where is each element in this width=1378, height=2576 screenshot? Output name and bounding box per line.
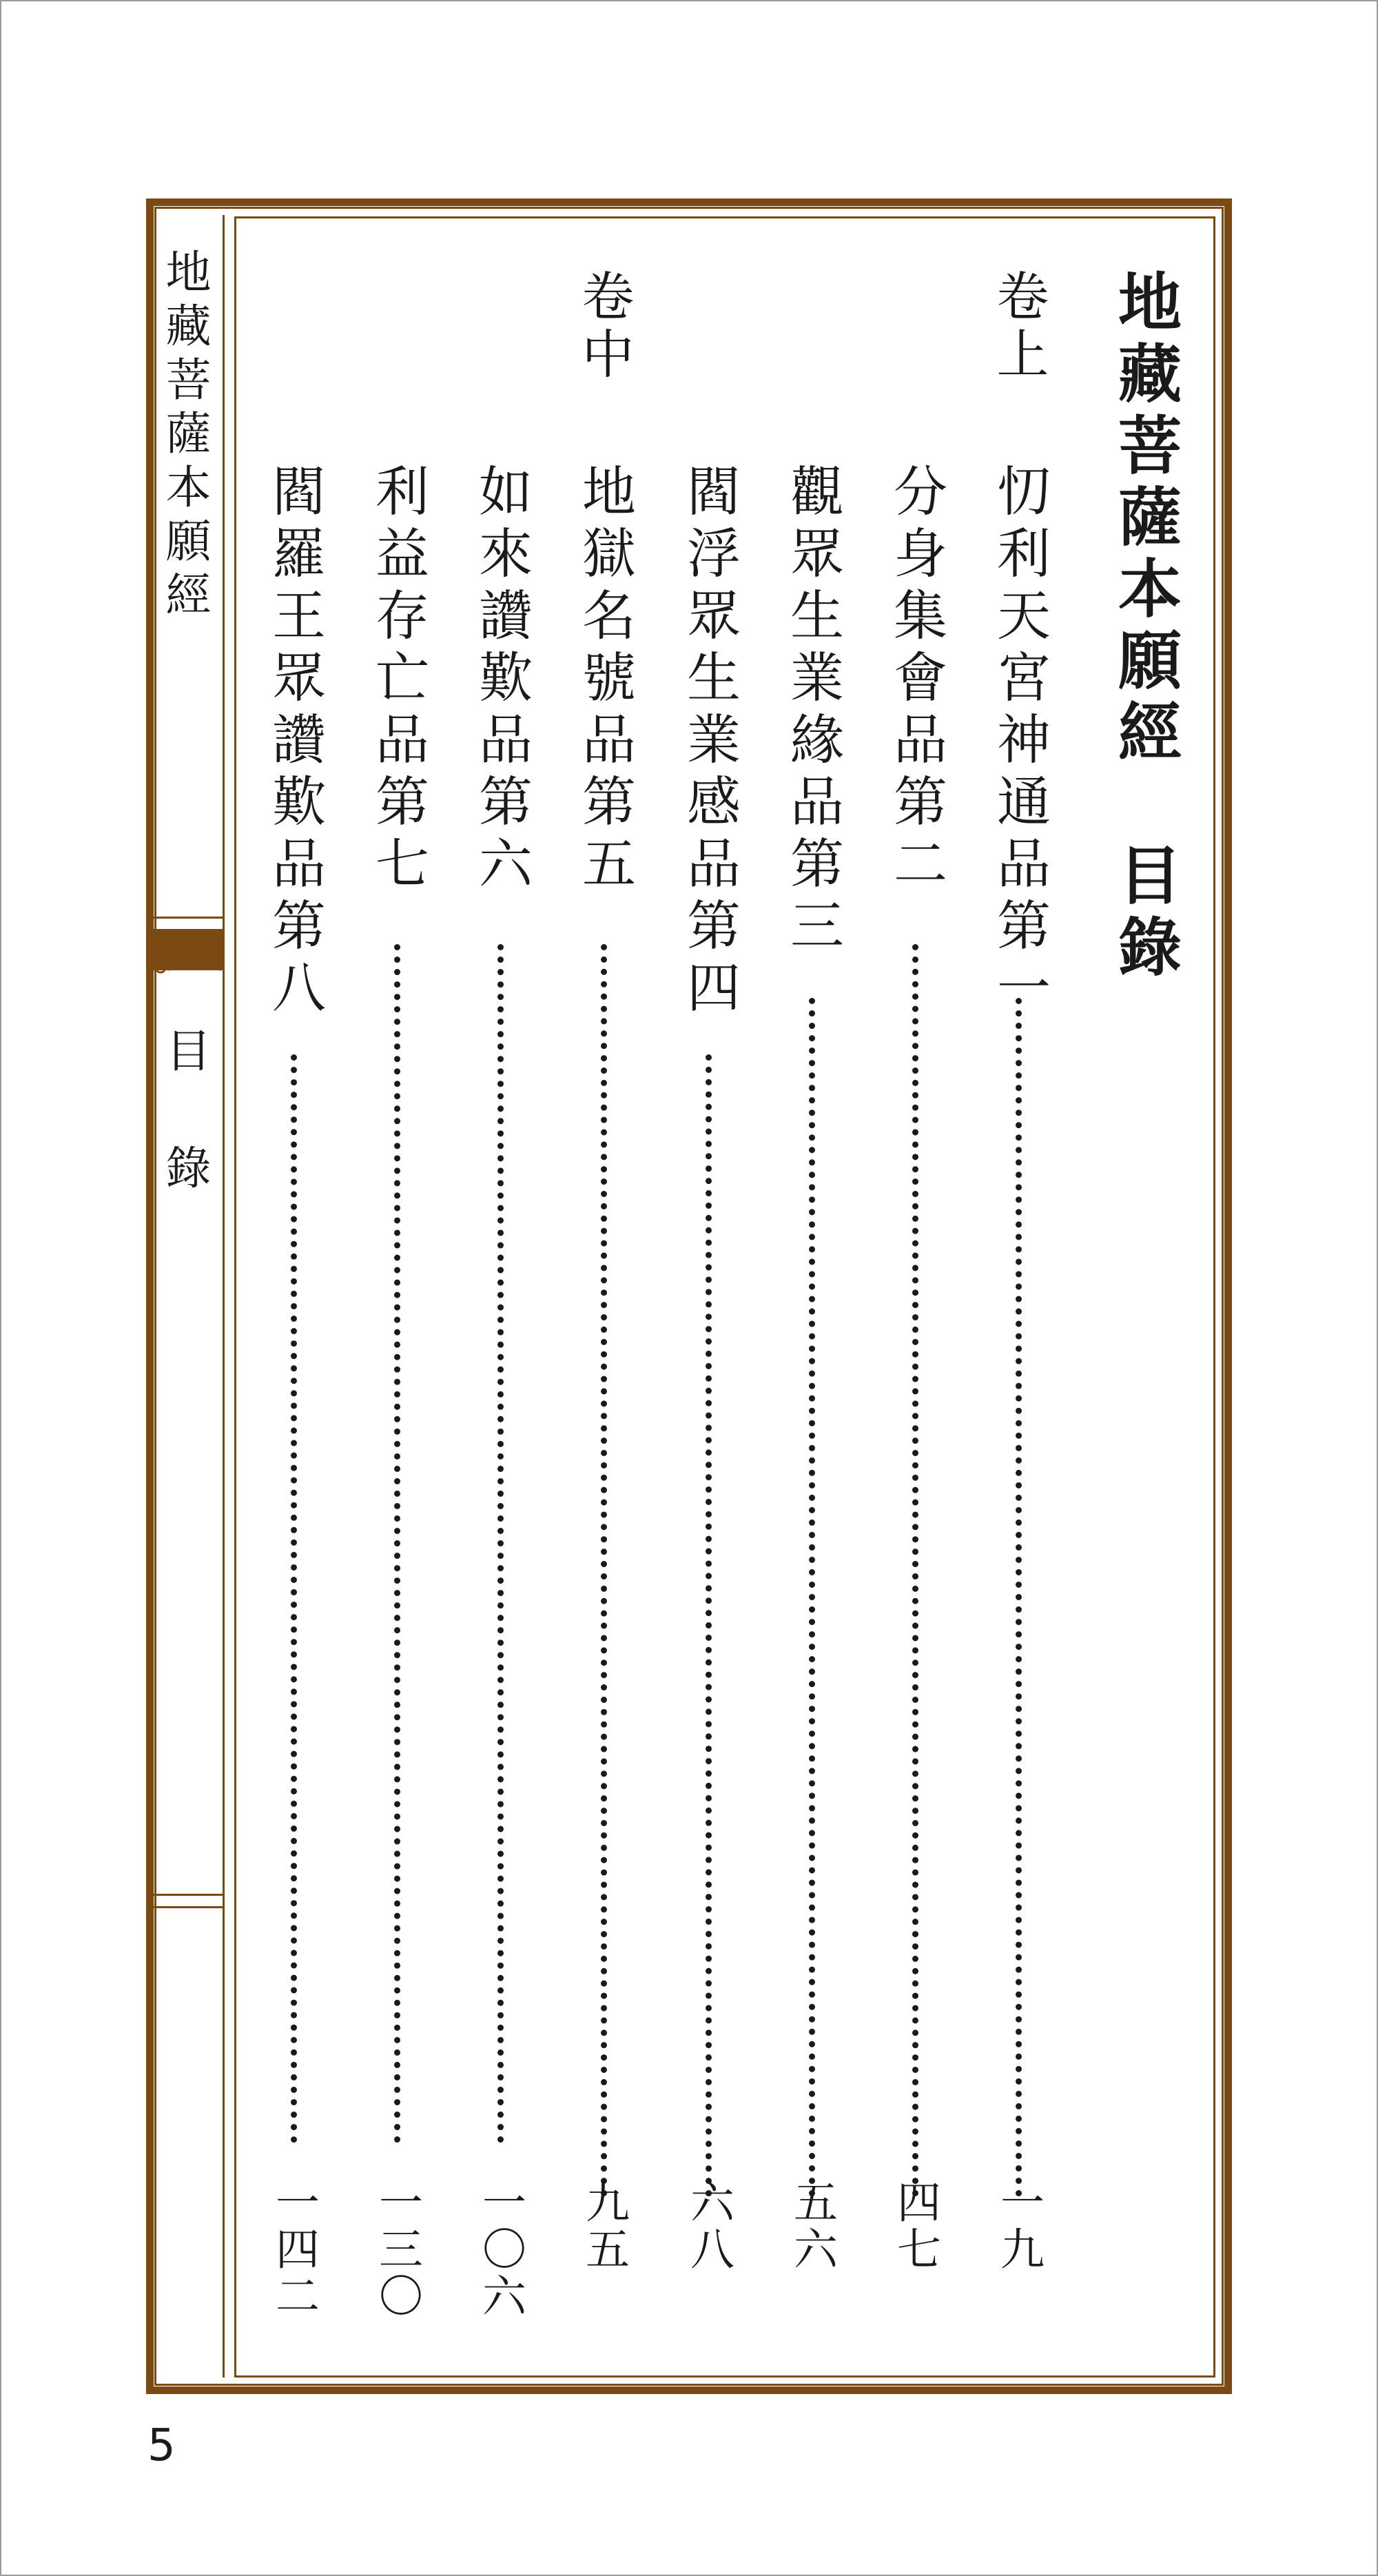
toc-entry-title[interactable]: 忉利天宮神通品第一 [988, 463, 1050, 1021]
spine-title: 地藏菩薩本願經 [158, 248, 211, 624]
page-number: 5 [147, 2420, 176, 2471]
toc-entry-page: 四七 [889, 2179, 940, 2273]
toc-entry-page: 六八 [683, 2179, 734, 2273]
toc-entry-page: 九五 [578, 2179, 629, 2273]
toc-entry-title[interactable]: 閻羅王眾讚歎品第八 [263, 463, 325, 1021]
toc-entry-title[interactable]: 分身集會品第二 [885, 463, 947, 897]
toc-entry-title[interactable]: 利益存亡品第七 [367, 463, 429, 897]
toc-entry-title[interactable]: 觀眾生業緣品第三 [781, 463, 843, 959]
cloud-ornament-icon [148, 943, 223, 998]
toc-leader-dots [706, 1054, 712, 2197]
toc-entry-title[interactable]: 如來讚歎品第六 [470, 463, 532, 897]
toc-leader-dots [809, 998, 815, 2197]
section-label-vol2: 卷中 [573, 269, 635, 385]
section-label-vol1: 卷上 [988, 269, 1049, 385]
toc-leader-dots [912, 944, 918, 2197]
toc-entry-page: 一九 [993, 2179, 1044, 2273]
spine-divider [146, 1906, 225, 1908]
toc-entry-page: 一三〇 [371, 2179, 422, 2320]
toc-leader-dots [394, 944, 400, 2143]
toc-entry-title[interactable]: 地獄名號品第五 [573, 463, 635, 897]
toc-leader-dots [601, 944, 607, 2197]
spine-divider [146, 1894, 225, 1896]
toc-leader-dots [497, 944, 504, 2143]
toc-leader-dots [291, 1054, 297, 2143]
toc-entry-page: 一〇六 [475, 2179, 526, 2320]
toc-leader-dots [1016, 998, 1022, 2197]
spine-divider [146, 917, 225, 919]
page-title: 地藏菩薩本願經 目錄 [1108, 269, 1182, 985]
toc-entry-page: 一四二 [268, 2179, 319, 2320]
toc-entry-page: 五六 [786, 2179, 837, 2273]
toc-entry-title[interactable]: 閻浮眾生業感品第四 [678, 463, 740, 1021]
spine-section-label: 目錄 [158, 1027, 211, 1261]
